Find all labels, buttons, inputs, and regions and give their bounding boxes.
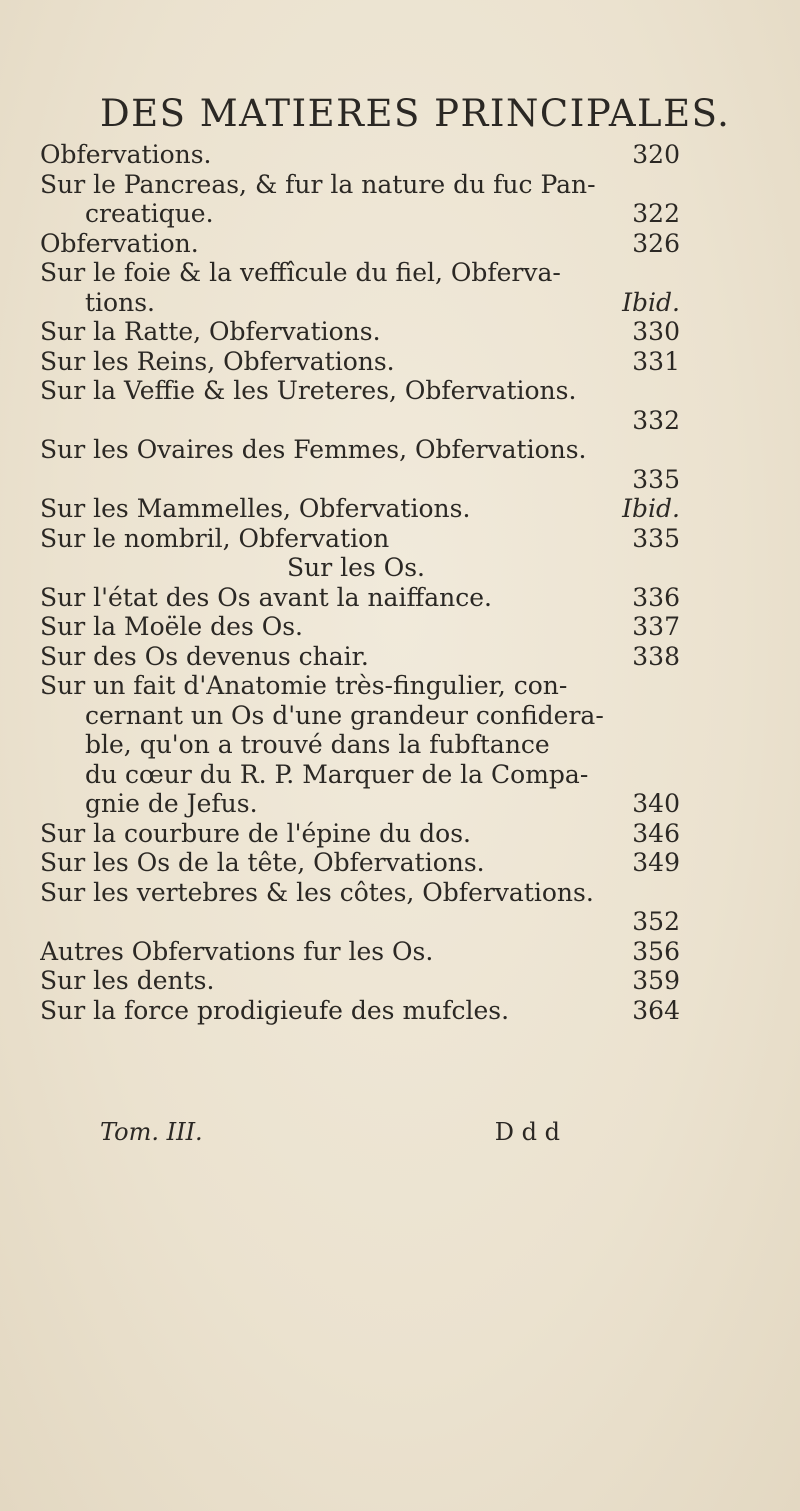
index-entry [40, 376, 680, 406]
index-entry [40, 819, 680, 849]
entry-text: Sur la force prodigieufe des mufcles. [40, 995, 510, 1025]
entry-page: 335 [632, 464, 680, 494]
entry-page: 359 [632, 966, 680, 995]
entry-text: Sur des Os devenus chair. [40, 641, 369, 671]
entry-page: Ibid. [622, 287, 680, 317]
entry-text: ble, qu'on a trouvé dans la fubftance [85, 730, 550, 759]
index-entry [40, 789, 680, 819]
index-entry [40, 258, 680, 288]
entry-page: 331 [632, 346, 680, 376]
entry-text: Sur la Veffie & les Ureteres, Obfervations. [40, 376, 577, 405]
entry-text: Sur le nombril, Obfervation [40, 523, 390, 553]
entry-page: 346 [632, 818, 680, 848]
entry-text: Sur un fait d'Anatomie très-fingulier, con- [40, 671, 568, 700]
entry-page: 337 [632, 612, 680, 641]
entry-page: 356 [632, 936, 680, 966]
page-header: DES MATIERES PRINCIPALES. [100, 92, 731, 135]
entry-text: Sur le Pancreas, & fur la nature du fuc Pan- [40, 169, 596, 199]
entry-page: 322 [632, 199, 680, 228]
entry-text: Sur la courbure de l'épine du dos. [40, 818, 472, 848]
index-entry [40, 671, 680, 701]
index-entry [40, 347, 680, 377]
entry-page: 320 [632, 140, 680, 169]
entry-page: 340 [632, 789, 680, 818]
index-entry [40, 524, 680, 554]
entry-page: 338 [632, 641, 680, 671]
entry-text: Obfervation. [40, 228, 199, 258]
entry-text: Sur les Ovaires des Femmes, Obfervations. [40, 435, 587, 464]
entry-text: Sur les Reins, Obfervations. [40, 346, 395, 376]
index-entry [40, 848, 680, 878]
index-entry [40, 494, 680, 524]
entry-page: 349 [632, 848, 680, 877]
entry-page: 335 [632, 523, 680, 553]
index-entry [40, 583, 680, 613]
index-entry [40, 907, 680, 937]
index-entry [40, 966, 680, 996]
entry-text: creatique. [85, 199, 214, 228]
index-entry [40, 878, 680, 908]
index-entry [40, 730, 680, 760]
section-heading [40, 553, 680, 583]
entry-text: Sur la Ratte, Obfervations. [40, 317, 381, 346]
index-entry [40, 229, 680, 259]
entry-text: Sur le foie & la veffîcule du fiel, Obferva- [40, 258, 561, 287]
index-entry [40, 701, 680, 731]
index-entry [40, 406, 680, 436]
entry-page: 352 [632, 907, 680, 936]
entry-text: cernant un Os d'une grandeur confidera- [85, 700, 604, 730]
entry-text: du cœur du R. P. Marquer de la Compa- [85, 759, 589, 789]
entry-page: 330 [632, 317, 680, 346]
entry-text: gnie de Jefus. [85, 789, 258, 818]
entry-text: Sur les Mammelles, Obfervations. [40, 494, 471, 523]
index-entry [40, 996, 680, 1026]
index-entry [40, 170, 680, 200]
index-entry [40, 642, 680, 672]
entry-page: Ibid. [622, 494, 680, 523]
entry-text: Obfervations. [40, 140, 212, 169]
entry-text: tions. [85, 287, 155, 317]
index-entry [40, 612, 680, 642]
index-entry [40, 435, 680, 465]
index-entry [40, 140, 680, 170]
index-entries [40, 140, 680, 1025]
volume-label: Tom. III. [100, 1118, 203, 1146]
entry-page: 364 [632, 995, 680, 1025]
index-entry [40, 288, 680, 318]
index-entry [40, 317, 680, 347]
entry-page: 332 [632, 405, 680, 435]
index-entry [40, 760, 680, 790]
index-entry [40, 465, 680, 495]
entry-text: Autres Obfervations fur les Os. [40, 936, 434, 966]
entry-text: Sur la Moële des Os. [40, 612, 304, 641]
page-footer [100, 1118, 560, 1146]
entry-text: Sur l'état des Os avant la naiffance. [40, 582, 492, 612]
index-entry [40, 199, 680, 229]
entry-text: Sur les Os de la tête, Obfervations. [40, 848, 485, 877]
signature-mark: D d d [494, 1118, 560, 1146]
section-heading-text: Sur les Os. [287, 553, 425, 582]
entry-page: 336 [632, 582, 680, 612]
entry-text: Sur les dents. [40, 966, 215, 995]
entry-text: Sur les vertebres & les côtes, Obfervations. [40, 877, 594, 907]
index-entry [40, 937, 680, 967]
entry-page: 326 [632, 228, 680, 258]
